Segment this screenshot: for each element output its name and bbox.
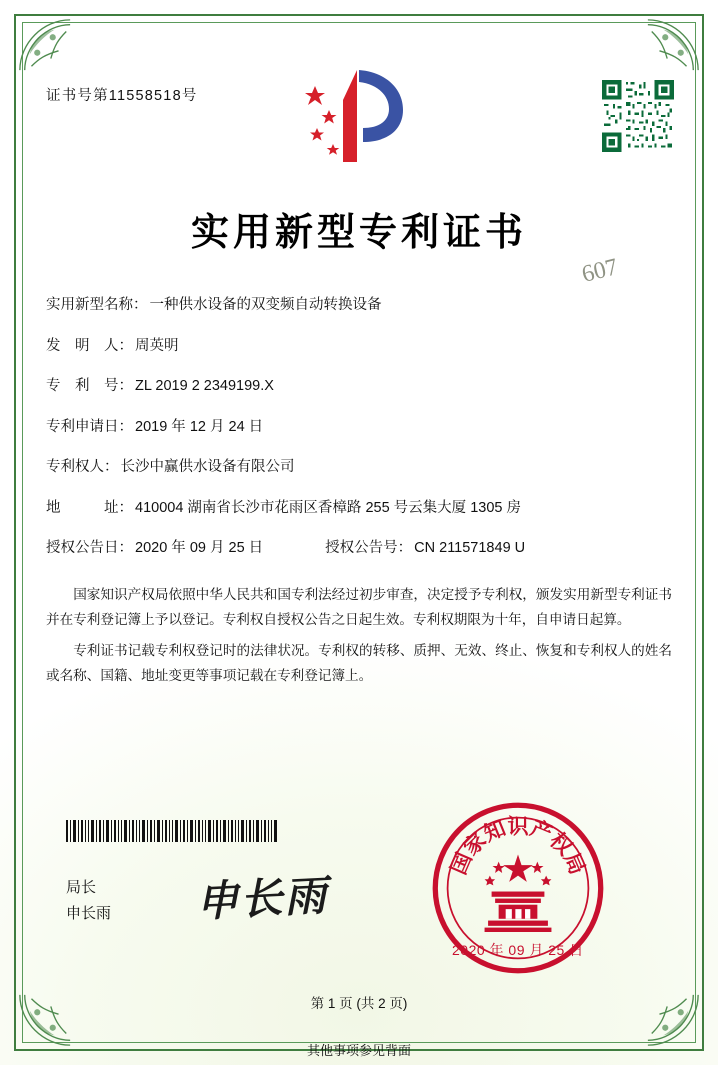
field-list [46,298,672,556]
field-label: 专利申请日： [46,418,133,435]
field-label: 地 址： [46,499,133,516]
grant-number-value: CN 211571849 U [414,540,526,556]
svg-text:国家知识产权局: 国家知识产权局 [446,814,590,879]
page-title: 实用新型专利证书 [190,212,527,254]
handwritten-mark: 607 [579,254,621,288]
signature-role: 局长 [66,879,97,896]
field-row-patentee [46,460,672,475]
field-value: ZL 2019 2 2349199.X [135,378,274,394]
signature-block [66,875,111,928]
field-row-name [46,298,672,313]
field-row-application-date [46,420,672,435]
field-label: 实用新型名称： [46,297,148,313]
field-label: 发 明 人： [46,337,133,354]
field-value: 周英明 [135,337,179,354]
barcode-icon [66,820,278,842]
seal-date: 2020 年 09 月 25 日 [452,942,584,958]
page-number: 第 1 页 (共 2 页) [310,996,408,1011]
field-row-grant [46,541,672,556]
field-row-address [46,501,672,516]
field-label: 专利权人： [46,459,119,475]
field-label: 专 利 号： [46,378,133,394]
legal-paragraph-2: 专利证书记载专利权登记时的法律状况。专利权的转移、质押、无效、终止、恢复和专利权人的姓名或名称、国籍、地址变更等事项记载在专利登记簿上。 [46,642,672,683]
certificate-number: 证书号第11558518号 [46,88,198,104]
field-value: 410004 湖南省长沙市花雨区香樟路 255 号云集大厦 1305 房 [135,499,521,516]
handwritten-signature: 申长雨 [195,873,330,927]
grant-number-label: 授权公告号： [325,540,413,556]
legal-paragraph-1: 国家知识产权局依照中华人民共和国专利法经过初步审查，决定授予专利权，颁发实用新型专利证书并在专利登记簿上予以登记。专利权自授权公告之日起生效。专利权期限为十年，自申请日起算。 [46,586,672,627]
field-row-patent-number [46,379,672,394]
grant-date-value: 2020 年 09 月 25 日 [135,540,264,556]
legal-text [46,582,672,689]
field-value: 一种供水设备的双变频自动转换设备 [149,297,382,313]
certificate-content [46,50,672,694]
signature-name: 申长雨 [66,905,112,923]
field-value: 2019 年 12 月 24 日 [135,418,264,435]
footer-note: 其他事项参见背面 [306,1043,411,1058]
field-row-inventor [46,339,672,354]
field-value: 长沙中赢供水设备有限公司 [120,459,295,475]
grant-date-label: 授权公告日： [46,540,133,556]
